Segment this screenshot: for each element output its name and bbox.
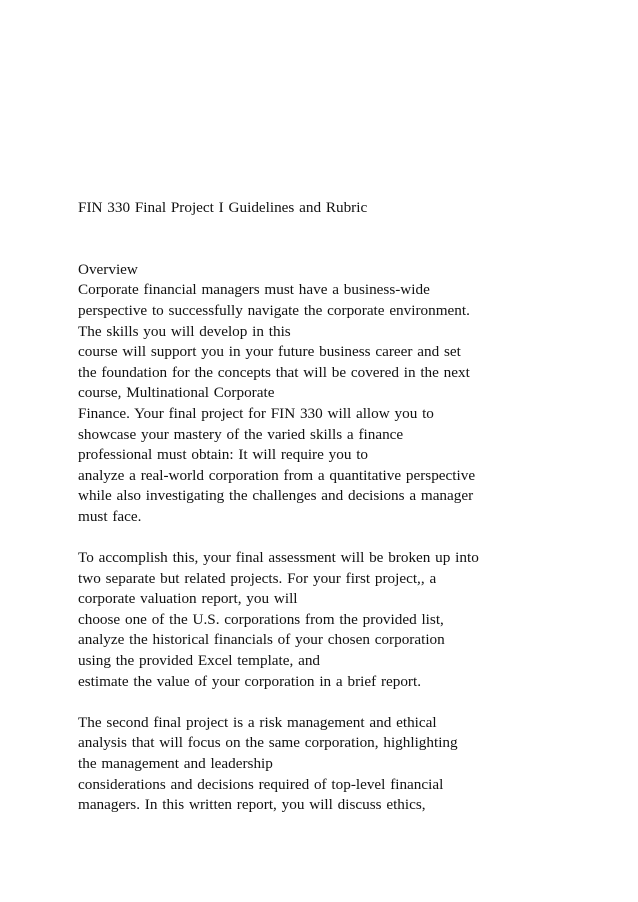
text-line: course will support you in your future business career and set (78, 343, 461, 361)
text-line: managers. In this written report, you will discuss ethics, (78, 796, 426, 814)
paragraph-3 (78, 713, 618, 816)
text-line: analysis that will focus on the same corporation, highlighting (78, 734, 458, 752)
overview-heading: Overview (78, 260, 138, 278)
text-line: considerations and decisions required of top-level financial (78, 775, 444, 793)
paragraph-2 (78, 548, 618, 692)
text-line: The skills you will develop in this (78, 322, 291, 340)
text-line: the management and leadership (78, 755, 273, 773)
paragraph-spacer (78, 528, 618, 549)
text-line: choose one of the U.S. corporations from the provided list, (78, 610, 444, 628)
text-line: Corporate financial managers must have a business-wide (78, 281, 430, 299)
text-line: analyze the historical financials of your chosen corporation (78, 631, 445, 649)
text-line: To accomplish this, your final assessment will be broken up into (78, 549, 479, 567)
text-line: professional must obtain: It will require you to (78, 446, 369, 464)
text-line: using the provided Excel template, and (78, 652, 321, 670)
document-title: FIN 330 Final Project I Guidelines and Rubric (78, 199, 368, 216)
text-line: estimate the value of your corporation in a brief report. (78, 672, 421, 690)
paragraph-1 (78, 280, 618, 527)
document-body (78, 198, 618, 816)
text-line: The second final project is a risk management and ethical (78, 713, 437, 731)
text-line: must face. (78, 507, 142, 525)
text-line: Finance. Your final project for FIN 330 will allow you to (78, 404, 434, 422)
text-line: course, Multinational Corporate (78, 384, 275, 402)
text-line: two separate but related projects. For your first project,, a (78, 569, 437, 587)
text-line: showcase your mastery of the varied skills a finance (78, 425, 404, 443)
text-line: perspective to successfully navigate the corporate environment. (78, 301, 470, 319)
text-line: analyze a real-world corporation from a quantitative perspective (78, 466, 476, 484)
text-line: the foundation for the concepts that will be covered in the next (78, 363, 470, 381)
text-line: corporate valuation report, you will (78, 590, 298, 608)
paragraph-spacer (78, 692, 618, 713)
text-line: while also investigating the challenges and decisions a manager (78, 487, 474, 505)
